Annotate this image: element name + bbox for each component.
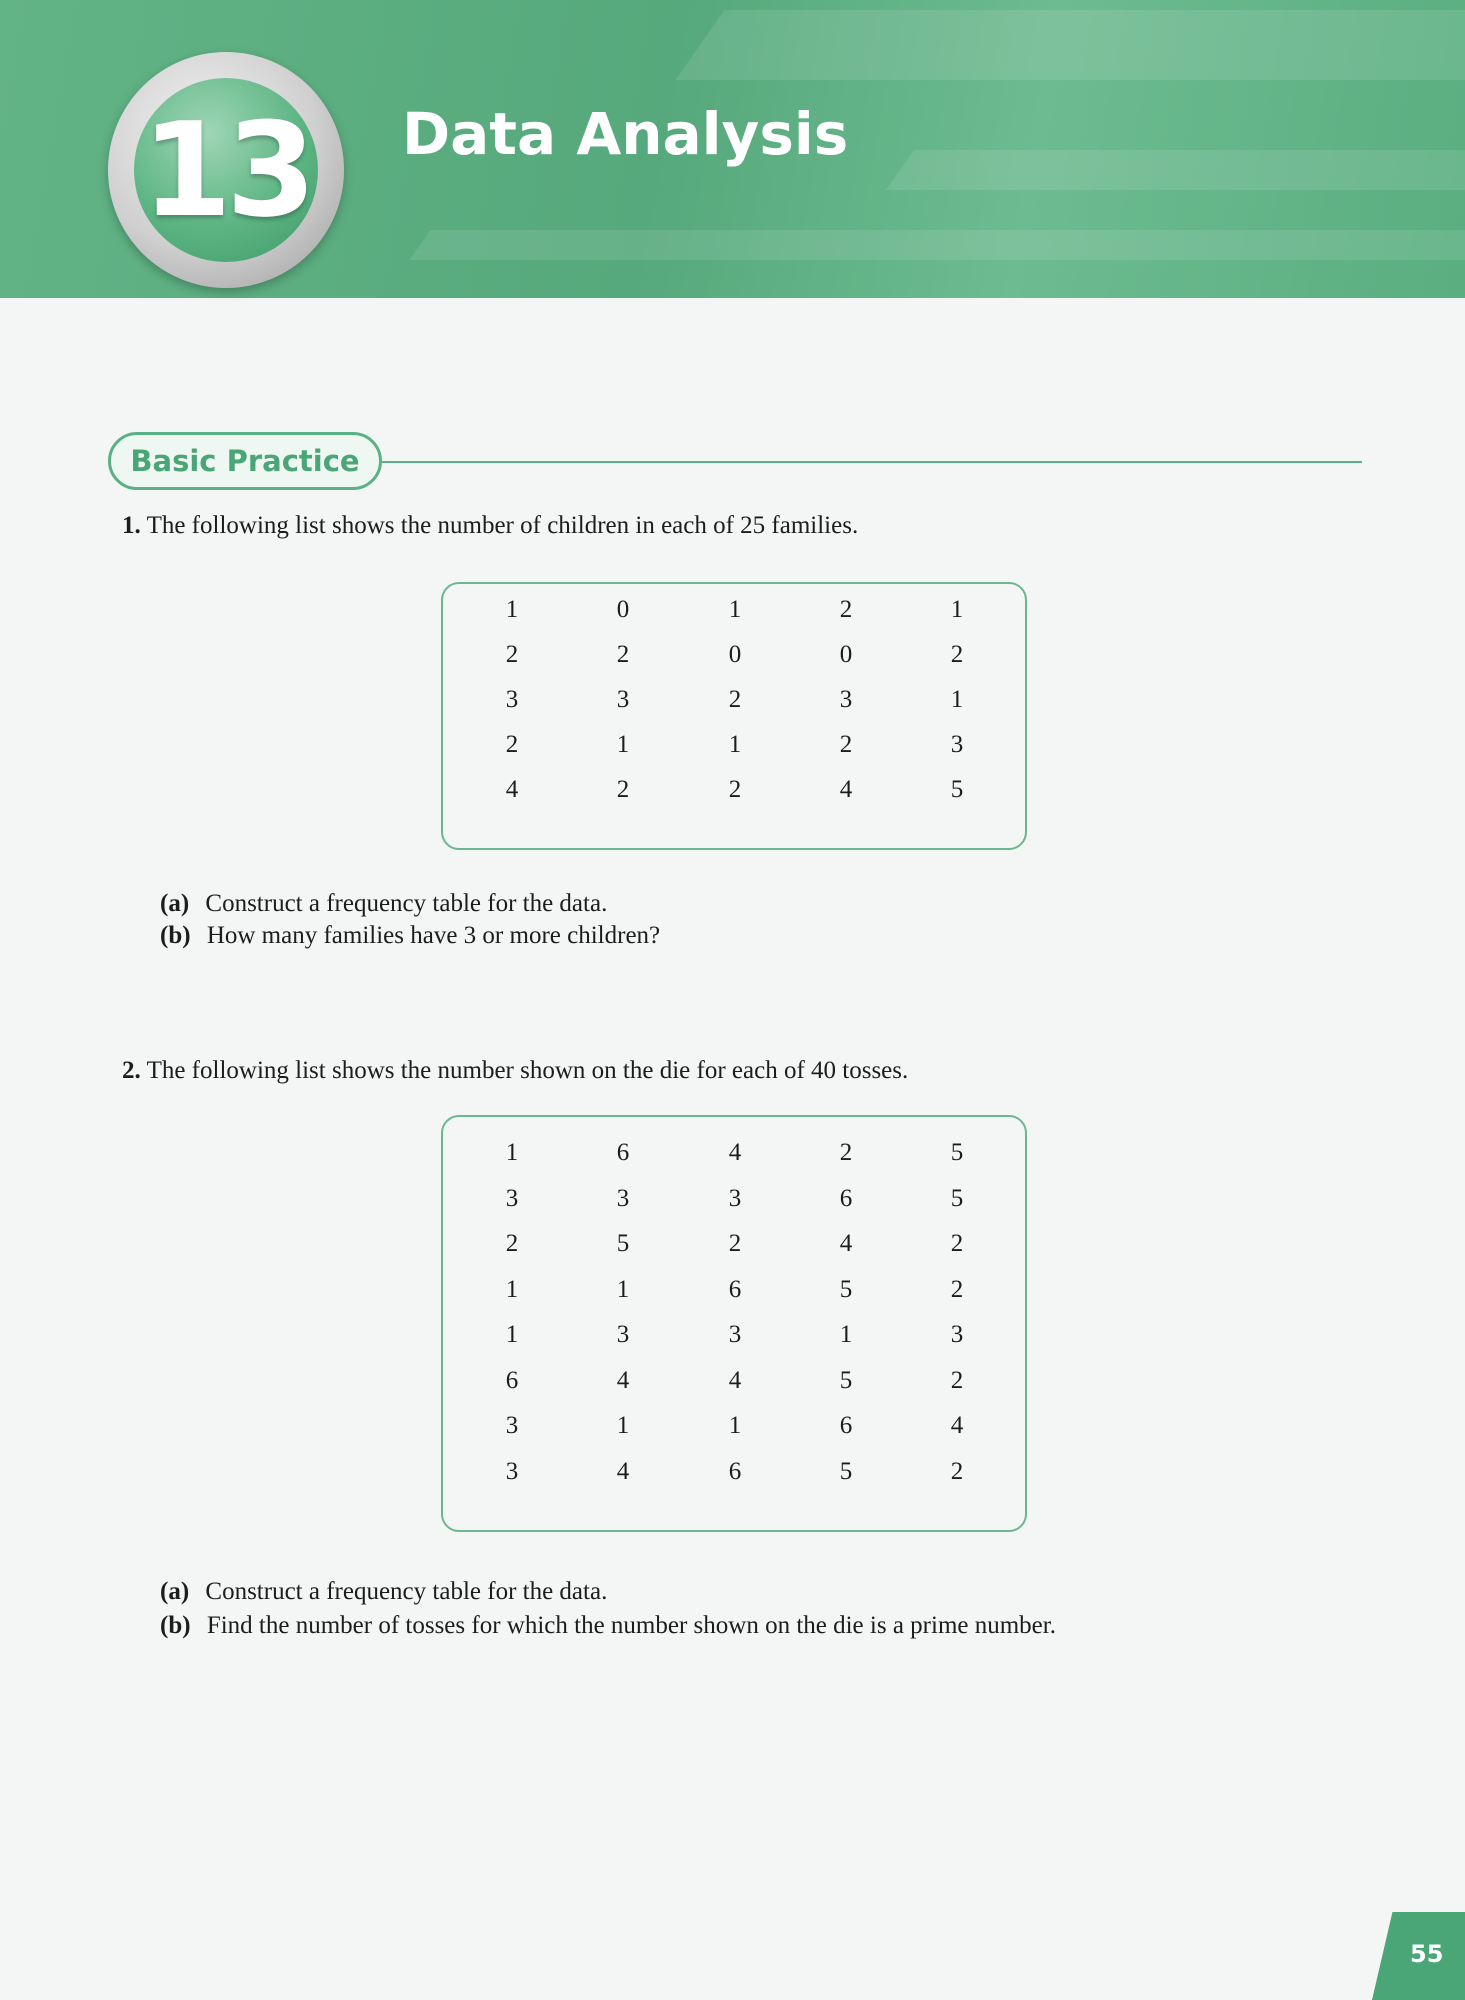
question-2-data-box xyxy=(441,1115,1027,1532)
data-cell: 6 xyxy=(505,1366,519,1394)
data-cell: 5 xyxy=(616,1230,630,1257)
data-cell: 5 xyxy=(839,1275,853,1303)
data-cell: 1 xyxy=(950,596,964,623)
data-cell: 2 xyxy=(950,641,964,668)
page-number: 55 xyxy=(1410,1940,1444,1968)
data-cell: 5 xyxy=(839,1457,853,1485)
data-cell: 5 xyxy=(839,1366,853,1394)
data-cell: 1 xyxy=(505,596,519,623)
data-cell: 5 xyxy=(950,1184,964,1212)
data-cell: 2 xyxy=(616,776,630,803)
data-cell: 2 xyxy=(505,731,519,758)
data-cell: 2 xyxy=(616,641,630,668)
data-cell: 3 xyxy=(728,1321,742,1348)
data-cell: 0 xyxy=(839,641,853,668)
data-cell: 1 xyxy=(616,731,630,758)
part-a-text: Construct a frequency table for the data. xyxy=(205,890,608,917)
data-cell: 1 xyxy=(616,1275,630,1303)
data-cell: 2 xyxy=(839,1139,853,1166)
chapter-number-badge xyxy=(108,52,344,288)
data-cell: 2 xyxy=(950,1457,964,1485)
question-1 xyxy=(122,512,858,540)
data-cell: 4 xyxy=(616,1366,630,1394)
data-cell: 5 xyxy=(950,776,964,803)
data-cell: 6 xyxy=(728,1275,742,1303)
question-1-prompt: The following list shows the number of children in each of 25 families. xyxy=(146,512,859,539)
part-b-label: (b) xyxy=(160,1612,191,1639)
data-cell: 2 xyxy=(728,686,742,713)
part-b-label: (b) xyxy=(160,922,191,949)
part-a-text: Construct a frequency table for the data. xyxy=(205,1578,608,1605)
data-cell: 1 xyxy=(505,1139,519,1166)
question-1-part-b xyxy=(160,922,660,950)
data-cell: 2 xyxy=(728,1230,742,1257)
data-cell: 4 xyxy=(950,1412,964,1439)
question-2-prompt: The following list shows the number shown on the die for each of 40 tosses. xyxy=(146,1057,909,1084)
data-cell: 2 xyxy=(839,731,853,758)
data-cell: 4 xyxy=(616,1457,630,1485)
data-cell: 5 xyxy=(950,1139,964,1166)
data-cell: 2 xyxy=(950,1366,964,1394)
question-2-part-b xyxy=(160,1612,1056,1640)
data-cell: 3 xyxy=(950,1321,964,1348)
data-cell: 4 xyxy=(505,776,519,803)
data-cell: 3 xyxy=(616,1321,630,1348)
part-a-label: (a) xyxy=(160,1578,190,1605)
data-cell: 3 xyxy=(950,731,964,758)
data-cell: 1 xyxy=(950,686,964,713)
data-cell: 0 xyxy=(728,641,742,668)
data-cell: 1 xyxy=(839,1321,853,1348)
data-cell: 3 xyxy=(505,1412,519,1439)
part-b-text: How many families have 3 or more children? xyxy=(206,922,661,949)
part-a-label: (a) xyxy=(160,890,190,917)
question-1-number: 1. xyxy=(122,512,141,539)
data-cell: 1 xyxy=(728,1412,742,1439)
data-cell: 1 xyxy=(505,1321,519,1348)
data-cell: 4 xyxy=(728,1366,742,1394)
data-cell: 2 xyxy=(950,1275,964,1303)
data-cell: 3 xyxy=(839,686,853,713)
question-1-part-a xyxy=(160,890,607,918)
data-cell: 3 xyxy=(616,1184,630,1212)
data-cell: 1 xyxy=(616,1412,630,1439)
data-cell: 3 xyxy=(505,1184,519,1212)
data-cell: 2 xyxy=(728,776,742,803)
data-cell: 2 xyxy=(505,1230,519,1257)
data-cell: 3 xyxy=(505,686,519,713)
data-cell: 6 xyxy=(839,1184,853,1212)
data-cell: 6 xyxy=(839,1412,853,1439)
question-2-number: 2. xyxy=(122,1057,141,1084)
data-cell: 3 xyxy=(728,1184,742,1212)
data-cell: 0 xyxy=(616,596,630,623)
question-2 xyxy=(122,1057,908,1085)
chapter-title: Data Analysis xyxy=(402,100,849,168)
data-cell: 4 xyxy=(839,776,853,803)
question-2-part-a xyxy=(160,1578,607,1606)
data-cell: 1 xyxy=(728,731,742,758)
question-1-data-box xyxy=(441,582,1027,850)
data-cell: 3 xyxy=(505,1457,519,1485)
data-cell: 2 xyxy=(839,596,853,623)
data-cell: 2 xyxy=(950,1230,964,1257)
data-cell: 1 xyxy=(728,596,742,623)
chapter-number: 13 xyxy=(141,94,311,246)
part-b-text: Find the number of tosses for which the number shown on the die is a prime number. xyxy=(206,1612,1056,1639)
section-divider xyxy=(382,461,1362,463)
data-cell: 6 xyxy=(616,1139,630,1166)
data-cell: 1 xyxy=(505,1275,519,1303)
section-label: Basic Practice xyxy=(108,432,382,490)
data-cell: 6 xyxy=(728,1457,742,1485)
data-cell: 3 xyxy=(616,686,630,713)
data-cell: 4 xyxy=(728,1139,742,1166)
data-cell: 2 xyxy=(505,641,519,668)
data-cell: 4 xyxy=(839,1230,853,1257)
